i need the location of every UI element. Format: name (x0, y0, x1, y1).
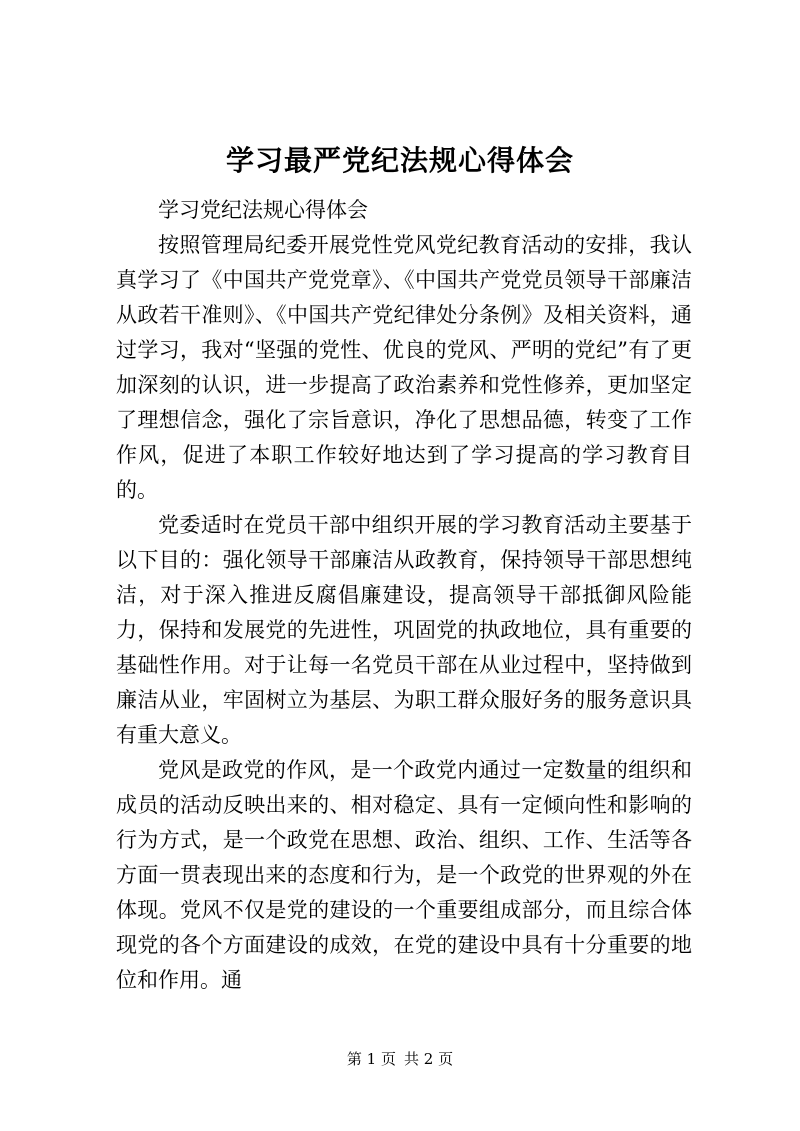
page-footer (0, 1049, 800, 1069)
document-title: 学习最严党纪法规心得体会 (225, 144, 574, 177)
document-body (116, 193, 692, 998)
page-number: 第 1 页 (346, 1050, 396, 1068)
body-paragraph: 按照管理局纪委开展党性党风党纪教育活动的安排，我认真学习了《中国共产党党章》、《中国共产党党员领导干部廉洁从政若干准则》、《中国共产党纪律处分条例》及相关资料，通过学习，我对“坚强的党性、优良的党风、严明的党纪”有了更加深刻的认识，进一步提高了政治素养和党性修养，更加坚定了理想信念，强化了宗旨意识，净化了思想品德，转变了工作作风，促进了本职工作较好地达到了学习提高的学习教育目的。 (116, 233, 692, 502)
page-total: 共 2 页 (404, 1050, 454, 1068)
subtitle-paragraph: 学习党纪法规心得体会 (158, 198, 368, 222)
body-paragraph: 党风是政党的作风，是一个政党内通过一定数量的组织和成员的活动反映出来的、相对稳定、具有一定倾向性和影响的行为方式，是一个政党在思想、政治、组织、工作、生活等各方面一贯表现出来的态度和行为，是一个政党的世界观的外在体现。党风不仅是党的建设的一个重要组成部分，而且综合体现党的各个方面建设的成效，在党的建设中具有十分重要的地位和作用。通 (116, 758, 692, 992)
body-paragraph: 党委适时在党员干部中组织开展的学习教育活动主要基于以下目的：强化领导干部廉洁从政教育，保持领导干部思想纯洁，对于深入推进反腐倡廉建设，提高领导干部抵御风险能力，保持和发展党的先进性，巩固党的执政地位，具有重要的基础性作用。对于让每一名党员干部在从业过程中，坚持做到廉洁从业，牢固树立为基层、为职工群众服好务的服务意识具有重大意义。 (116, 513, 692, 747)
